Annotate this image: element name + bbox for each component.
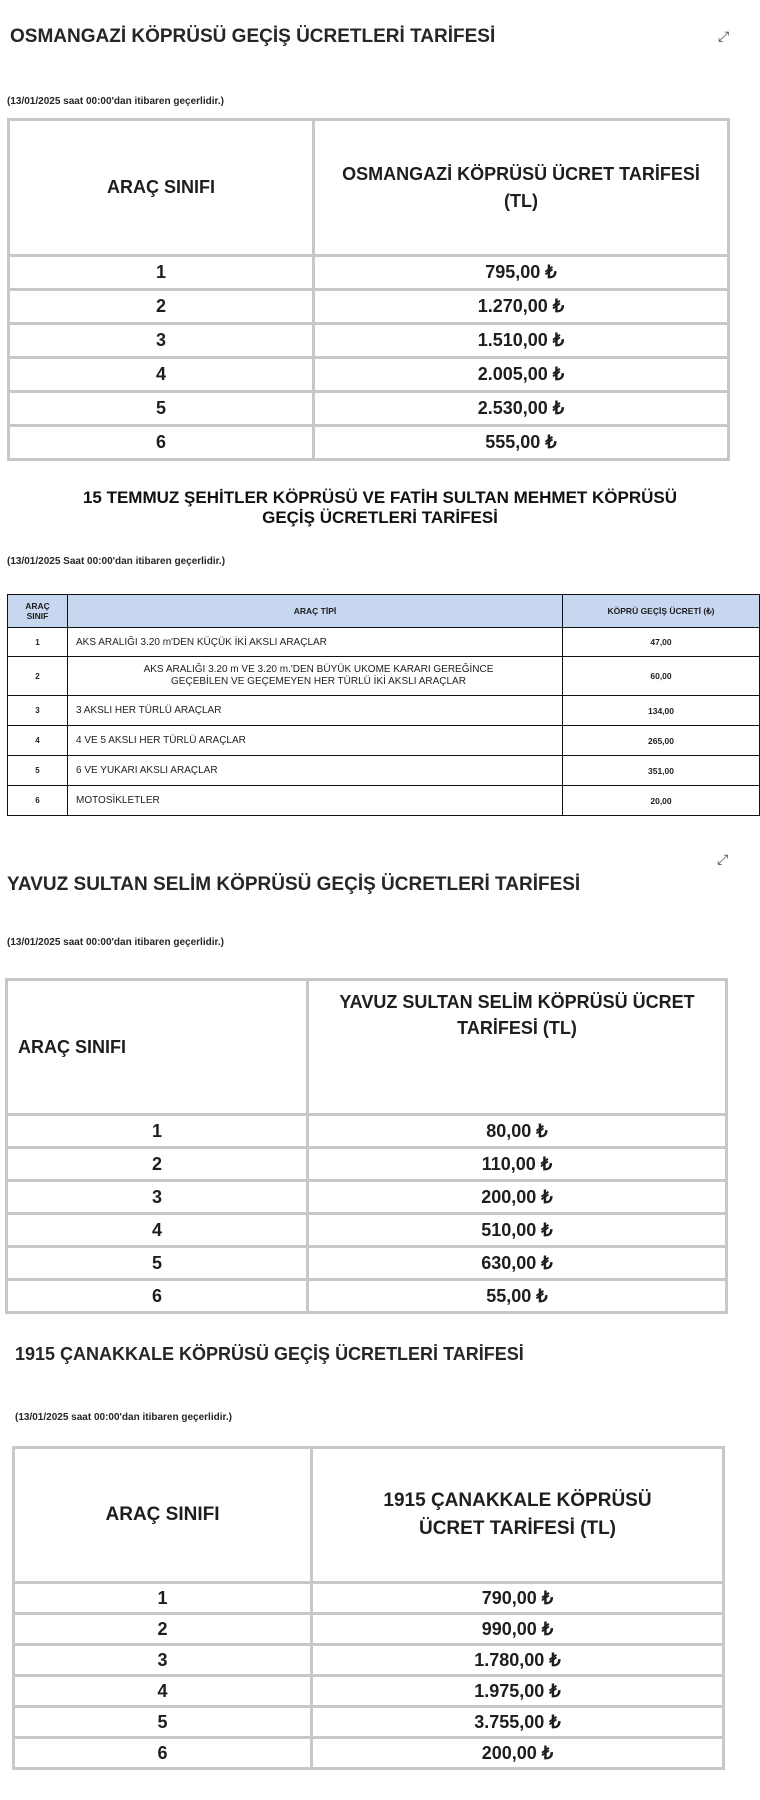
fee-cell: 47,00 — [563, 628, 760, 657]
fee-cell: 110,00 ₺ — [308, 1148, 727, 1181]
class-cell: 4 — [14, 1676, 312, 1707]
column-header-tariff — [314, 120, 729, 256]
fee-cell: 60,00 — [563, 657, 760, 696]
class-header-line-2: SINIF — [26, 611, 49, 621]
canakkale-note: (13/01/2025 saat 00:00'dan itibaren geçerlidir.) — [15, 1412, 232, 1423]
fee-cell: 2.530,00 ₺ — [314, 392, 729, 426]
column-header-type: ARAÇ TİPİ — [68, 595, 563, 628]
table-row — [14, 1707, 724, 1738]
table-row — [7, 1148, 727, 1181]
type-line-2: GEÇEBİLEN VE GEÇEMEYEN HER TÜRLÜ İKİ AKSLI ARAÇLAR — [171, 676, 466, 687]
fee-cell: 1.780,00 ₺ — [312, 1645, 724, 1676]
fee-cell: 3.755,00 ₺ — [312, 1707, 724, 1738]
table-row — [8, 657, 760, 696]
fee-cell: 351,00 — [563, 756, 760, 786]
expand-icon[interactable]: ⤢ — [717, 851, 729, 867]
class-cell: 4 — [9, 358, 314, 392]
type-cell: 4 VE 5 AKSLI HER TÜRLÜ ARAÇLAR — [68, 726, 563, 756]
class-cell: 6 — [7, 1280, 308, 1313]
table-row — [14, 1645, 724, 1676]
table-row — [7, 1247, 727, 1280]
type-line-1: AKS ARALIĞI 3.20 m VE 3.20 m.'DEN BÜYÜK UKOME KARARI GEREĞİNCE — [143, 664, 494, 675]
type-cell: MOTOSİKLETLER — [68, 786, 563, 816]
table-row — [9, 290, 729, 324]
column-header-class: ARAÇ SINIFI — [9, 120, 314, 256]
class-cell: 2 — [8, 657, 68, 696]
fee-cell: 200,00 ₺ — [308, 1181, 727, 1214]
class-cell: 1 — [7, 1115, 308, 1148]
fee-cell: 1.270,00 ₺ — [314, 290, 729, 324]
class-cell: 5 — [7, 1247, 308, 1280]
column-header-fee: KÖPRÜ GEÇİŞ ÜCRETİ (₺) — [563, 595, 760, 628]
class-cell: 6 — [8, 786, 68, 816]
fsm-title-line-1: 15 TEMMUZ ŞEHİTLER KÖPRÜSÜ VE FATİH SULTAN MEHMET KÖPRÜSÜ — [82, 488, 678, 507]
table-row — [7, 1115, 727, 1148]
expand-icon[interactable]: ⤢ — [718, 28, 730, 44]
osmangazi-table — [7, 118, 730, 461]
class-cell: 3 — [7, 1181, 308, 1214]
type-cell: 6 VE YUKARI AKSLI ARAÇLAR — [68, 756, 563, 786]
fee-cell: 790,00 ₺ — [312, 1583, 724, 1614]
table-row — [7, 1181, 727, 1214]
tariff-header-line-1: OSMANGAZİ KÖPRÜSÜ ÜCRET TARİFESİ — [342, 164, 700, 185]
tariff-header-line-2: TARİFESİ (TL) — [457, 1018, 577, 1039]
class-cell: 3 — [14, 1645, 312, 1676]
table-row — [8, 756, 760, 786]
tariff-header-line-1: 1915 ÇANAKKALE KÖPRÜSÜ — [383, 1490, 652, 1512]
fee-cell: 510,00 ₺ — [308, 1214, 727, 1247]
class-cell: 3 — [8, 696, 68, 726]
canakkale-title: 1915 ÇANAKKALE KÖPRÜSÜ GEÇİŞ ÜCRETLERİ TARİFESİ — [15, 1344, 524, 1364]
fee-cell: 134,00 — [563, 696, 760, 726]
column-header-tariff — [308, 980, 727, 1115]
tariff-header-line-2: ÜCRET TARİFESİ (TL) — [418, 1518, 616, 1539]
yss-table — [5, 978, 728, 1314]
fee-cell: 20,00 — [563, 786, 760, 816]
table-row — [7, 1214, 727, 1247]
class-cell: 4 — [8, 726, 68, 756]
fsm-title — [0, 488, 760, 527]
fee-cell: 200,00 ₺ — [312, 1738, 724, 1769]
fee-cell: 80,00 ₺ — [308, 1115, 727, 1148]
fee-cell: 265,00 — [563, 726, 760, 756]
table-row — [7, 1280, 727, 1313]
table-row — [8, 696, 760, 726]
osmangazi-title: OSMANGAZİ KÖPRÜSÜ GEÇİŞ ÜCRETLERİ TARİFESİ — [10, 26, 496, 47]
type-cell: AKS ARALIĞI 3.20 m'DEN KÜÇÜK İKİ AKSLI ARAÇLAR — [68, 628, 563, 657]
type-cell: 3 AKSLI HER TÜRLÜ ARAÇLAR — [68, 696, 563, 726]
table-row — [9, 256, 729, 290]
osmangazi-note: (13/01/2025 saat 00:00'dan itibaren geçerlidir.) — [7, 96, 224, 107]
table-row — [9, 426, 729, 460]
table-row — [8, 628, 760, 657]
fsm-note: (13/01/2025 Saat 00:00'dan itibaren geçerlidir.) — [7, 556, 226, 567]
table-row — [8, 786, 760, 816]
yss-note: (13/01/2025 saat 00:00'dan itibaren geçerlidir.) — [7, 937, 224, 948]
fee-cell: 795,00 ₺ — [314, 256, 729, 290]
class-cell: 6 — [9, 426, 314, 460]
tariff-header-line-1: YAVUZ SULTAN SELİM KÖPRÜSÜ ÜCRET — [339, 992, 695, 1012]
class-cell: 2 — [14, 1614, 312, 1645]
column-header-class — [8, 595, 68, 628]
type-cell — [68, 657, 563, 696]
class-cell: 1 — [8, 628, 68, 657]
column-header-class: ARAÇ SINIFI — [7, 980, 308, 1115]
fee-cell: 630,00 ₺ — [308, 1247, 727, 1280]
fee-cell: 990,00 ₺ — [312, 1614, 724, 1645]
class-header-line-1: ARAÇ — [25, 601, 50, 611]
tariff-header-line-2: (TL) — [504, 190, 538, 211]
class-cell: 2 — [7, 1148, 308, 1181]
table-row — [14, 1738, 724, 1769]
fsm-title-line-2: GEÇİŞ ÜCRETLERİ TARİFESİ — [262, 507, 498, 527]
class-cell: 3 — [9, 324, 314, 358]
fee-cell: 1.975,00 ₺ — [312, 1676, 724, 1707]
canakkale-table — [12, 1446, 725, 1770]
class-cell: 1 — [9, 256, 314, 290]
fee-cell: 555,00 ₺ — [314, 426, 729, 460]
table-row — [9, 392, 729, 426]
table-row — [14, 1583, 724, 1614]
table-row — [8, 726, 760, 756]
fee-cell: 2.005,00 ₺ — [314, 358, 729, 392]
fsm-table — [7, 594, 760, 816]
column-header-tariff — [312, 1448, 724, 1583]
table-row — [14, 1676, 724, 1707]
table-row — [9, 324, 729, 358]
fee-cell: 55,00 ₺ — [308, 1280, 727, 1313]
class-cell: 5 — [8, 756, 68, 786]
yss-title: YAVUZ SULTAN SELİM KÖPRÜSÜ GEÇİŞ ÜCRETLERİ TARİFESİ — [7, 874, 581, 895]
fee-cell: 1.510,00 ₺ — [314, 324, 729, 358]
class-cell: 1 — [14, 1583, 312, 1614]
table-row — [9, 358, 729, 392]
class-cell: 4 — [7, 1214, 308, 1247]
class-cell: 2 — [9, 290, 314, 324]
class-cell: 5 — [14, 1707, 312, 1738]
table-row — [14, 1614, 724, 1645]
class-cell: 5 — [9, 392, 314, 426]
class-cell: 6 — [14, 1738, 312, 1769]
column-header-class: ARAÇ SINIFI — [14, 1448, 312, 1583]
